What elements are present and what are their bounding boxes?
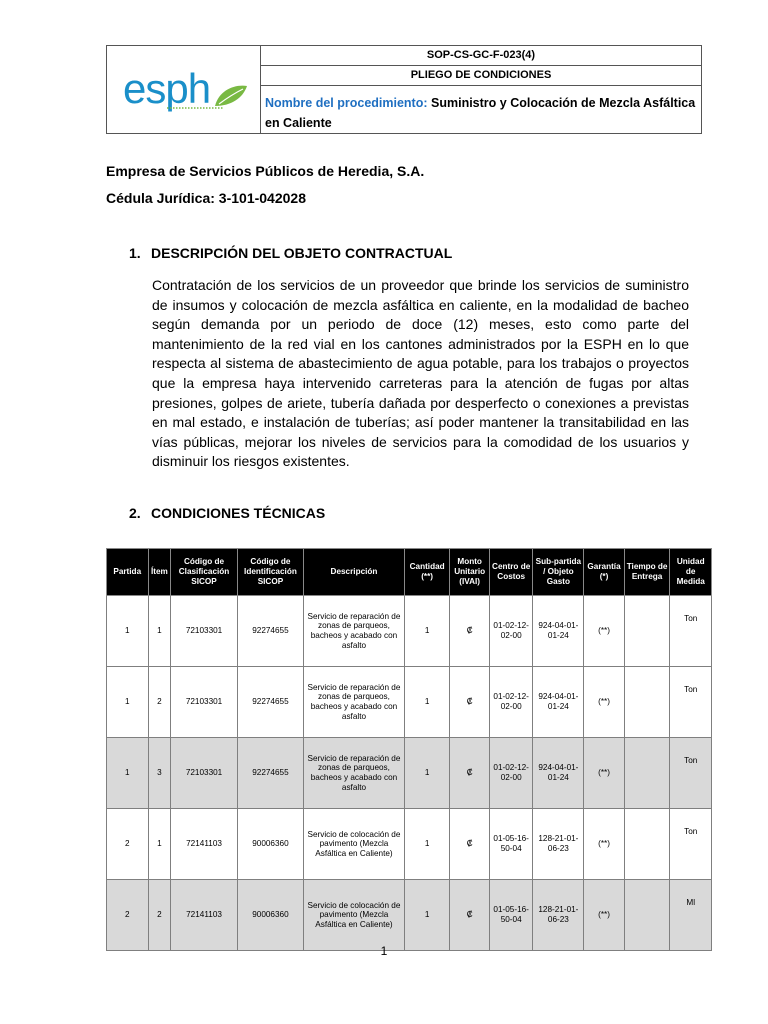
document-header [106,45,702,134]
cell-tiempo [624,667,670,738]
cell-unidad: Ton [670,738,712,809]
cell-identificacion: 92274655 [237,667,303,738]
cell-descripcion: Servicio de reparación de zonas de parqueos, bacheos y acabado con asfalto [304,667,405,738]
table-row [107,667,712,738]
cell-centro: 01-05-16-50-04 [489,809,533,880]
header-cantidad: Cantidad (**) [404,549,450,596]
company-name: Empresa de Servicios Públicos de Heredia, S.A. [106,163,425,179]
cell-subpartida: 924-04-01-01-24 [533,596,584,667]
header-centro: Centro de Costos [489,549,533,596]
cell-monto: ₡ [450,809,489,880]
cell-partida: 2 [107,809,149,880]
logo-text: esph [123,65,211,112]
cell-subpartida: 924-04-01-01-24 [533,667,584,738]
section-1-title: DESCRIPCIÓN DEL OBJETO CONTRACTUAL [151,245,453,261]
cell-identificacion: 90006360 [237,880,303,951]
cell-descripcion: Servicio de reparación de zonas de parqueos, bacheos y acabado con asfalto [304,596,405,667]
cell-cantidad: 1 [404,880,450,951]
cell-centro: 01-02-12-02-00 [489,596,533,667]
esph-logo [107,46,260,133]
cell-descripcion: Servicio de colocación de pavimento (Mezcla Asfáltica en Caliente) [304,809,405,880]
cell-partida: 1 [107,667,149,738]
cell-partida: 1 [107,738,149,809]
page-number: 1 [380,944,388,958]
company-id: Cédula Jurídica: 3-101-042028 [106,190,306,206]
cell-tiempo [624,809,670,880]
section-2-number: 2. [129,505,141,521]
cell-unidad: Ton [670,596,712,667]
cell-clasificacion: 72141103 [171,809,237,880]
cell-partida: 2 [107,880,149,951]
cell-cantidad: 1 [404,738,450,809]
header-subpartida: Sub-partida / Objeto Gasto [533,549,584,596]
header-item: Ítem [148,549,171,596]
cell-clasificacion: 72103301 [171,667,237,738]
cell-monto: ₡ [450,738,489,809]
cell-unidad: Ml [670,880,712,951]
cell-garantia: (**) [584,880,624,951]
cell-garantia: (**) [584,596,624,667]
header-monto: Monto Unitario (IVAI) [450,549,489,596]
cell-item: 2 [148,880,171,951]
section-1-heading [129,245,452,261]
cell-unidad: Ton [670,667,712,738]
cell-identificacion: 92274655 [237,596,303,667]
cell-subpartida: 924-04-01-01-24 [533,738,584,809]
table-header-row [107,549,712,596]
cell-unidad: Ton [670,809,712,880]
document-type: PLIEGO DE CONDICIONES [261,66,701,86]
header-clasificacion: Código de Clasificación SICOP [171,549,237,596]
cell-identificacion: 90006360 [237,809,303,880]
table-row [107,738,712,809]
cell-monto: ₡ [450,667,489,738]
header-tiempo: Tiempo de Entrega [624,549,670,596]
table-row [107,880,712,951]
section-1-body: Contratación de los servicios de un proveedor que brinde los servicios de suministro de insumos y colocación de mezcla asfáltica en caliente, en la modalidad de bacheo según demanda por un periodo de doce (12) meses, esto como parte del mantenimiento de la red vial en los cantones administrados por la ESPH en lo que respecta al sistema de abastecimiento de agua potable, para los trabajos o proyectos que la empresa haya intervenido carreteras para la atención de fugas por altas presiones, golpes de ariete, tubería dañada por desperfecto o conexiones a previstas en mal estado, e instalación de tuberías; así poder mantener la transitabilidad en las vías públicas, mejorar los niveles de servicios para la comodidad de los usuarios y disminuir los riesgos existentes. [152,277,689,470]
section-2-title: CONDICIONES TÉCNICAS [151,505,326,521]
cell-identificacion: 92274655 [237,738,303,809]
header-descripcion: Descripción [304,549,405,596]
section-2-heading [129,505,325,521]
procedure-name-cell [261,86,701,133]
cell-item: 3 [148,738,171,809]
cell-item: 2 [148,667,171,738]
cell-cantidad: 1 [404,596,450,667]
cell-clasificacion: 72103301 [171,738,237,809]
conditions-table [106,548,712,951]
cell-garantia: (**) [584,809,624,880]
procedure-name: Suministro y Colocación de Mezcla Asfáltica en Caliente [265,96,696,130]
cell-item: 1 [148,596,171,667]
table-row [107,596,712,667]
cell-monto: ₡ [450,596,489,667]
cell-tiempo [624,596,670,667]
cell-monto: ₡ [450,880,489,951]
cell-tiempo [624,738,670,809]
cell-tiempo [624,880,670,951]
cell-subpartida: 128-21-01-06-23 [533,809,584,880]
section-1-number: 1. [129,245,141,261]
header-partida: Partida [107,549,149,596]
procedure-label: Nombre del procedimiento: [265,96,428,110]
cell-centro: 01-02-12-02-00 [489,738,533,809]
cell-centro: 01-02-12-02-00 [489,667,533,738]
header-garantia: Garantía (*) [584,549,624,596]
header-identificacion: Código de Identificación SICOP [237,549,303,596]
cell-cantidad: 1 [404,809,450,880]
document-code: SOP-CS-GC-F-023(4) [261,46,701,66]
cell-descripcion: Servicio de reparación de zonas de parqueos, bacheos y acabado con asfalto [304,738,405,809]
logo-cell [107,46,261,133]
cell-item: 1 [148,809,171,880]
cell-garantia: (**) [584,667,624,738]
cell-centro: 01-05-16-50-04 [489,880,533,951]
cell-partida: 1 [107,596,149,667]
cell-subpartida: 128-21-01-06-23 [533,880,584,951]
cell-clasificacion: 72141103 [171,880,237,951]
table-row [107,809,712,880]
header-unidad: Unidad de Medida [670,549,712,596]
cell-descripcion: Servicio de colocación de pavimento (Mezcla Asfáltica en Caliente) [304,880,405,951]
cell-garantia: (**) [584,738,624,809]
cell-clasificacion: 72103301 [171,596,237,667]
cell-cantidad: 1 [404,667,450,738]
